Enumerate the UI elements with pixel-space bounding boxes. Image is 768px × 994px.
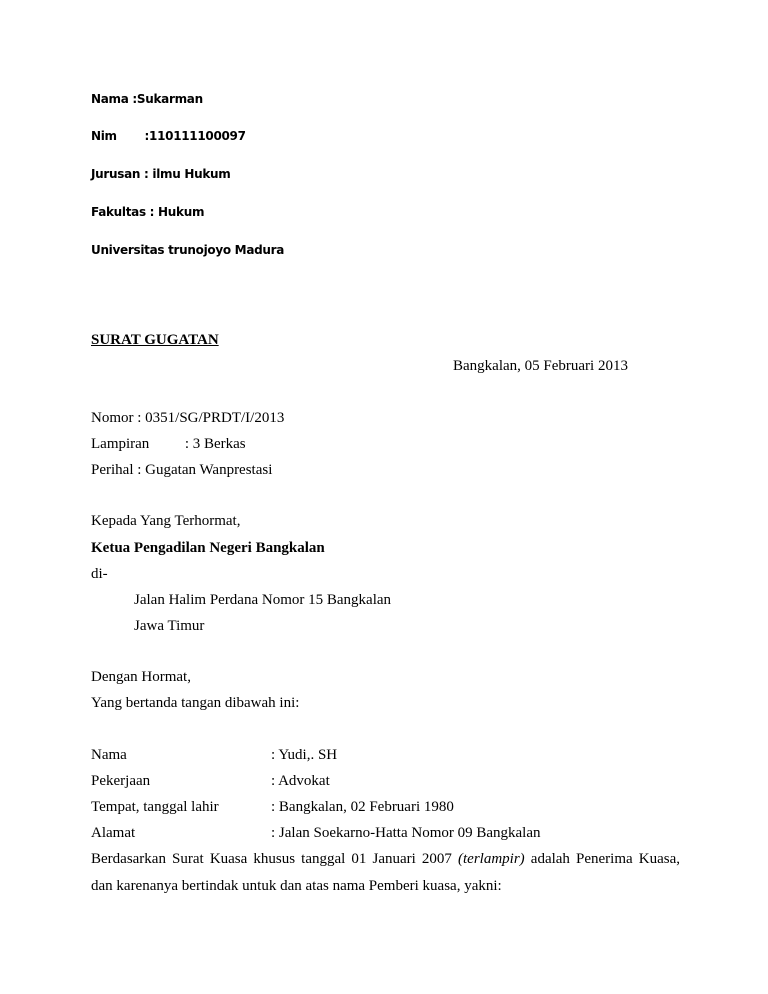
field-label-pekerjaan: Pekerjaan [91, 773, 151, 789]
lampiran-label: Lampiran [91, 436, 150, 452]
di-line: di- [91, 566, 108, 582]
field-value-pekerjaan: : Advokat [271, 773, 330, 789]
student-universitas: Universitas trunojoyo Madura [91, 243, 285, 257]
field-label-ttl: Tempat, tanggal lahir [91, 799, 219, 815]
body-paragraph [91, 846, 680, 900]
body-text-1b: adalah Penerima Kuasa, [530, 851, 680, 867]
field-label-nama: Nama [91, 747, 127, 763]
place-date: Bangkalan, 05 Februari 2013 [453, 358, 628, 374]
student-fakultas: Fakultas : Hukum [91, 205, 205, 219]
greeting: Dengan Hormat, [91, 669, 191, 685]
nim-value: :110111100097 [144, 129, 246, 143]
letter-nomor: Nomor : 0351/SG/PRDT/I/2013 [91, 410, 285, 426]
body-line-2: dan karenanya bertindak untuk dan atas nama Pemberi kuasa, yakni: [91, 878, 502, 894]
student-jurusan: Jurusan : ilmu Hukum [91, 167, 231, 181]
field-value-nama: : Yudi,. SH [271, 747, 338, 763]
kepada-line: Kepada Yang Terhormat, [91, 513, 241, 529]
body-text-1a: Berdasarkan Surat Kuasa khusus tanggal 01 Januari 2007 [91, 851, 452, 867]
letter-perihal: Perihal : Gugatan Wanprestasi [91, 462, 273, 478]
letter-lampiran [91, 436, 246, 453]
body-line-1 [91, 846, 680, 873]
lampiran-value: : 3 Berkas [184, 436, 246, 452]
recipient-address-2: Jawa Timur [134, 618, 205, 634]
student-nim [91, 129, 246, 143]
nim-label: Nim [91, 129, 117, 143]
letter-title: SURAT GUGATAN [91, 332, 219, 348]
field-label-alamat: Alamat [91, 825, 136, 841]
intro-line: Yang bertanda tangan dibawah ini: [91, 695, 300, 711]
field-value-alamat: : Jalan Soekarno-Hatta Nomor 09 Bangkalan [271, 825, 541, 841]
student-name: Nama :Sukarman [91, 92, 203, 106]
field-value-ttl: : Bangkalan, 02 Februari 1980 [271, 799, 454, 815]
recipient-name: Ketua Pengadilan Negeri Bangkalan [91, 540, 325, 556]
body-text-italic: (terlampir) [458, 851, 525, 867]
recipient-address-1: Jalan Halim Perdana Nomor 15 Bangkalan [134, 592, 392, 608]
